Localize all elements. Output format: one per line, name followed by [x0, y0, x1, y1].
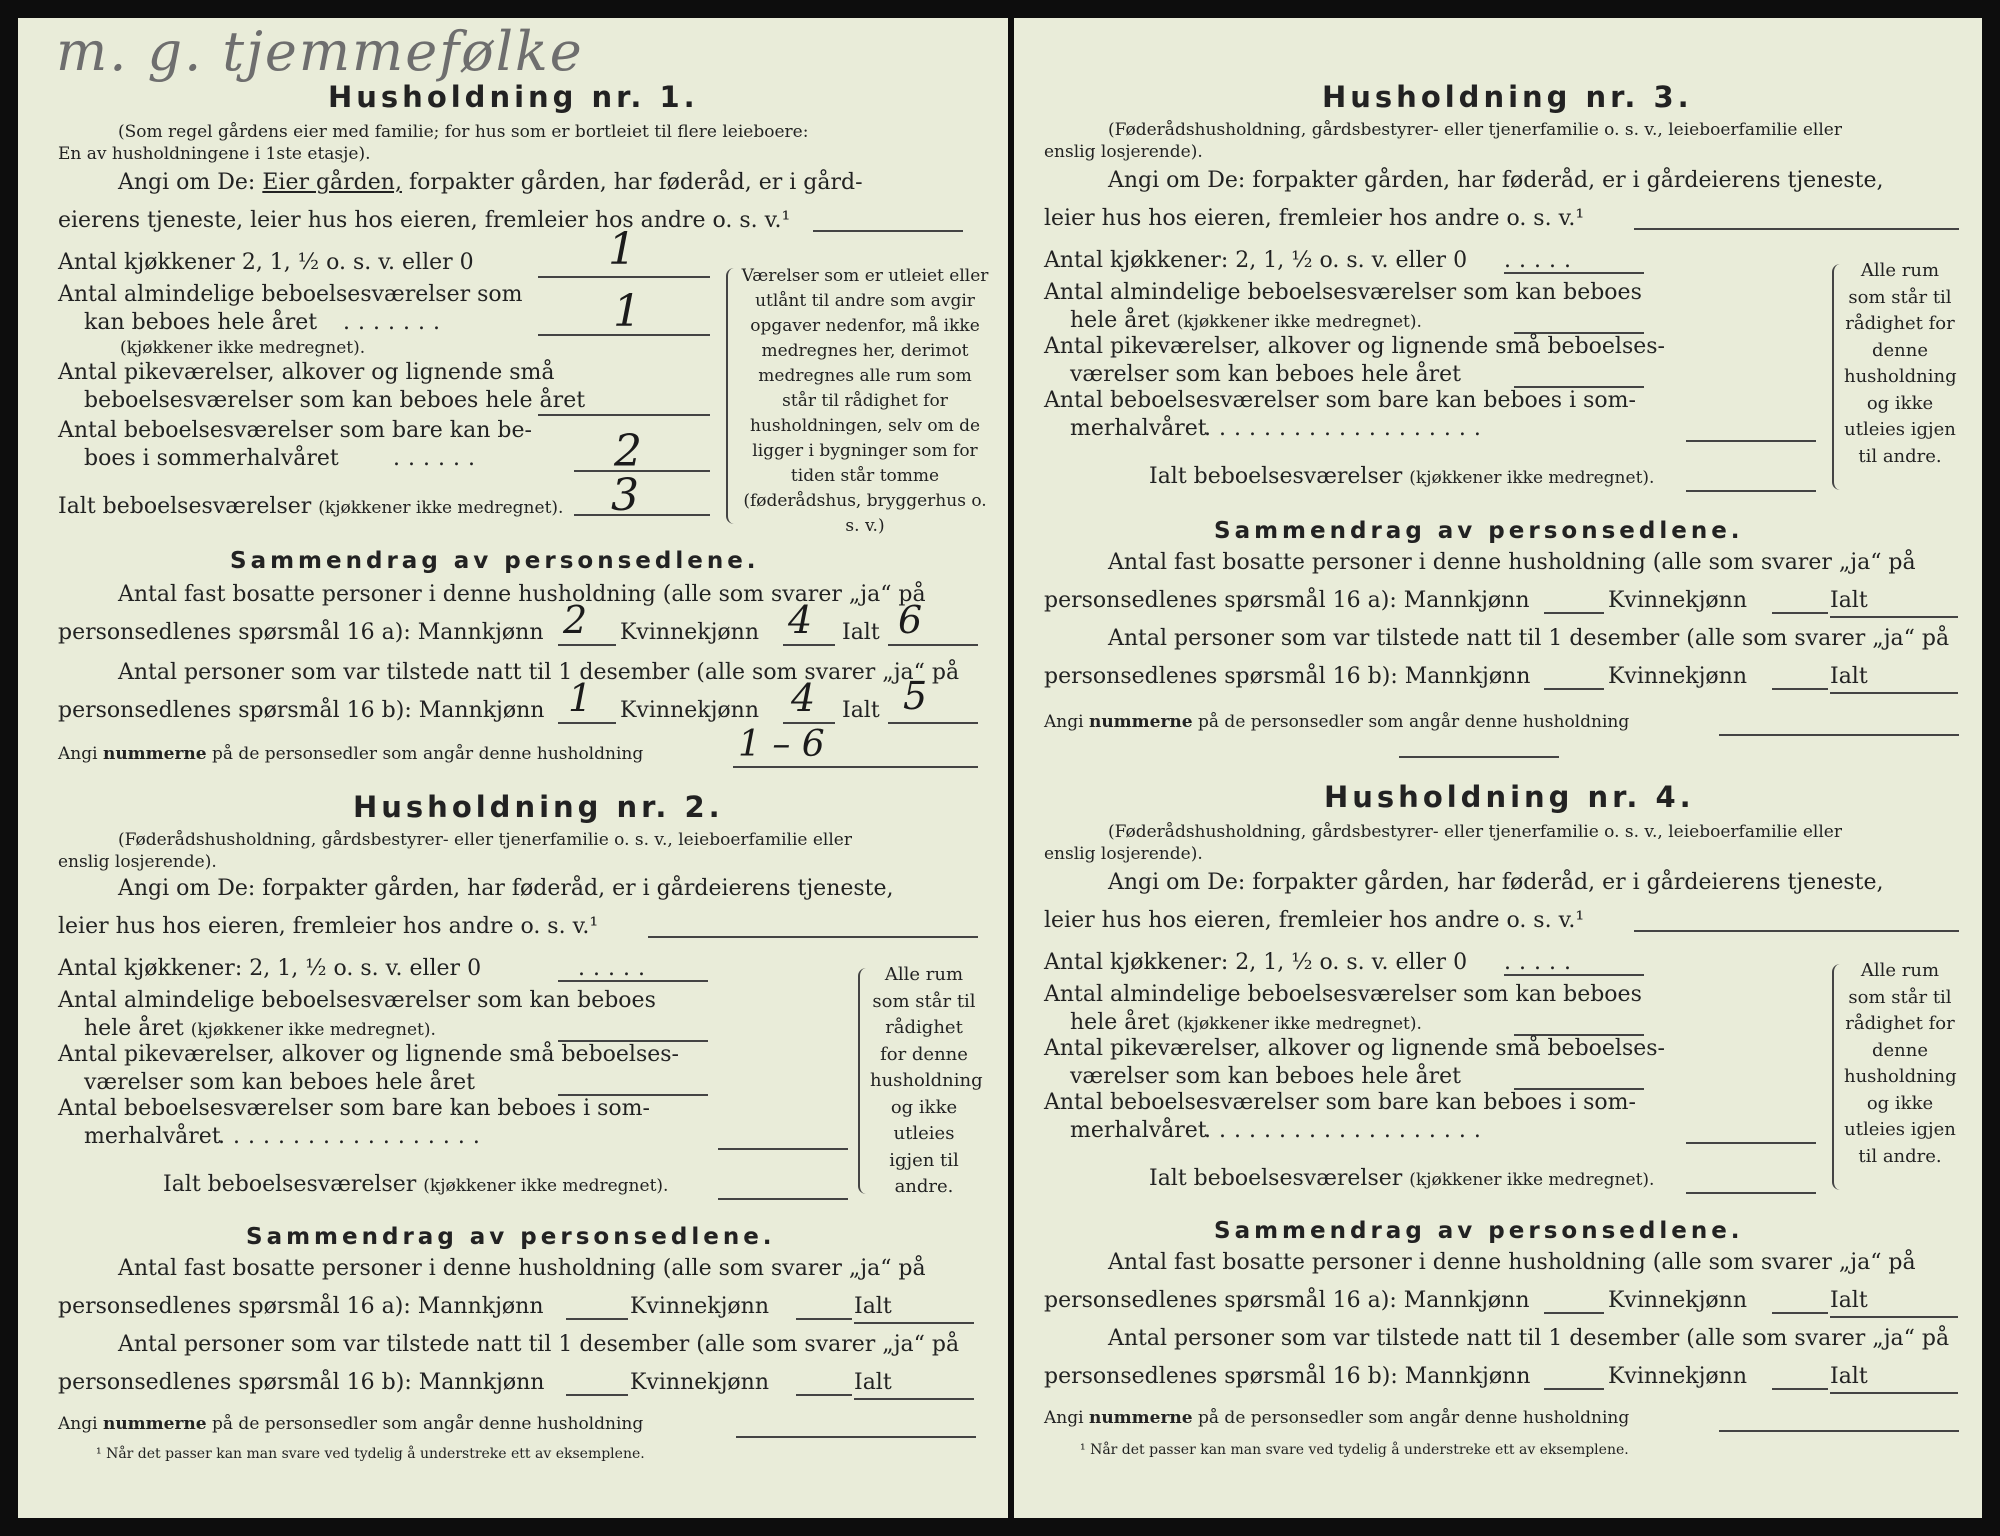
rooms-note: (kjøkkener ikke medregnet).	[1176, 312, 1422, 332]
household-2-kitchens-label: Antal kjøkkener: 2, 1, ½ o. s. v. eller 0	[58, 956, 482, 981]
answer-line	[813, 230, 963, 232]
household-3-small-rooms-label-1: Antal pikeværelser, alkover og lignende små beboelses-	[1044, 334, 1665, 359]
household-1-summer-value: 2	[614, 426, 642, 477]
angi-owner-underlined: Eier gården,	[262, 170, 402, 195]
answer-line	[888, 722, 978, 724]
total-label: Ialt	[842, 698, 880, 723]
household-2-angi-line-2: leier hus hos eieren, fremleier hos andre o. s. v.¹	[58, 914, 599, 939]
household-2-summer-label-1: Antal beboelsesværelser som bare kan beboes i som-	[58, 1096, 650, 1121]
answer-line	[783, 644, 835, 646]
household-4-summary-title: Sammendrag av personsedlene.	[1214, 1218, 1744, 1244]
total-label: Ialt	[1830, 664, 1868, 689]
household-1-numbers-value: 1 – 6	[738, 724, 825, 765]
household-1-total-value: 3	[611, 470, 639, 521]
household-4-summer-label-2: merhalvåret	[1070, 1118, 1207, 1143]
household-1-small-rooms-label-2: beboelsesværelser som kan beboes hele året	[84, 388, 586, 413]
household-3-numbers-label	[1044, 712, 1629, 732]
household-3-kitchens-label: Antal kjøkkener: 2, 1, ½ o. s. v. eller 0	[1044, 248, 1468, 273]
household-3-small-rooms-label-2: værelser som kan beboes hele året	[1070, 362, 1461, 387]
household-1-note-1: (Som regel gårdens eier med familie; for hus som er bortleiet til flere leieboere:	[118, 122, 809, 142]
household-1-summary-title: Sammendrag av personsedlene.	[230, 548, 760, 574]
female-label: Kvinnekjønn	[1608, 664, 1747, 689]
household-1-rooms-value: 1	[613, 286, 641, 337]
numbers-bold: nummerne	[1088, 712, 1193, 732]
answer-line	[718, 1148, 848, 1150]
present-prefix: personsedlenes spørsmål 16 b):	[58, 1370, 412, 1395]
household-2-rooms-label-1: Antal almindelige beboelsesværelser som kan beboes	[58, 988, 656, 1013]
female-label: Kvinnekjønn	[1608, 588, 1747, 613]
answer-line	[1544, 688, 1604, 690]
answer-line	[1772, 612, 1828, 614]
female-label: Kvinnekjønn	[620, 620, 759, 645]
answer-line	[1830, 1392, 1958, 1394]
household-3-angi-line-2: leier hus hos eieren, fremleier hos andre o. s. v.¹	[1044, 206, 1585, 231]
rooms-note: (kjøkkener ikke medregnet).	[190, 1020, 436, 1040]
household-2-small-rooms-label-1: Antal pikeværelser, alkover og lignende små beboelses-	[58, 1042, 679, 1067]
female-label: Kvinnekjønn	[630, 1370, 769, 1395]
household-1-kitchens-label: Antal kjøkkener 2, 1, ½ o. s. v. eller 0	[58, 250, 474, 275]
resident-prefix: personsedlenes spørsmål 16 a):	[58, 1294, 411, 1319]
rooms-note: (kjøkkener ikke medregnet).	[1176, 1014, 1422, 1034]
household-4-numbers-label	[1044, 1408, 1629, 1428]
dot-leader: ..................	[218, 1124, 488, 1149]
household-1-total-label	[58, 494, 563, 519]
dot-leader: .......	[343, 310, 448, 335]
household-4-resident-line-2	[1044, 1288, 1530, 1313]
household-4-note-2: enslig losjerende).	[1044, 844, 1203, 864]
resident-prefix: personsedlenes spørsmål 16 a):	[58, 620, 411, 645]
answer-line	[733, 766, 978, 768]
household-4-summer-label-1: Antal beboelsesværelser som bare kan beboes i som-	[1044, 1090, 1636, 1115]
answer-line	[558, 722, 616, 724]
rooms-label: hele året	[84, 1016, 184, 1041]
resident-prefix: personsedlenes spørsmål 16 a):	[1044, 1288, 1397, 1313]
household-3-angi-line-1: Angi om De: forpakter gården, har føderåd, er i gårdeierens tjeneste,	[1108, 168, 1884, 193]
household-4-total-label	[1149, 1166, 1654, 1191]
present-prefix: personsedlenes spørsmål 16 b):	[1044, 664, 1398, 689]
answer-line	[1634, 228, 1959, 230]
answer-line	[538, 276, 710, 278]
household-1-side-note: Værelser som er utleiet eller utlånt til andre som avgir opgaver nedenfor, må ikke medregnes her, derimot medregnes alle rum som står til rådighet for husholdningen, selv om de ligger i bygninger som for tiden står tomme (føderådshus, bryggerhus o. s. v.)	[741, 266, 989, 536]
numbers-rest: på de personsedler som angår denne husholdning	[1198, 1408, 1630, 1428]
household-4-rooms-label-2	[1070, 1010, 1422, 1035]
total-label: Ialt	[854, 1294, 892, 1319]
household-4-rooms-label-1: Antal almindelige beboelsesværelser som kan beboes	[1044, 982, 1642, 1007]
household-4-kitchens-label: Antal kjøkkener: 2, 1, ½ o. s. v. eller 0	[1044, 950, 1468, 975]
household-2-angi-line-1: Angi om De: forpakter gården, har føderåd, er i gårdeierens tjeneste,	[118, 876, 894, 901]
household-3-present-line-2	[1044, 664, 1530, 689]
household-2-summer-label-2: merhalvåret	[84, 1124, 221, 1149]
total-note: (kjøkkener ikke medregnet).	[1409, 1170, 1655, 1190]
total-note: (kjøkkener ikke medregnet).	[423, 1176, 669, 1196]
total-label: Ialt beboelsesværelser	[58, 494, 312, 519]
answer-line	[1686, 1142, 1816, 1144]
dot-leader: .....	[1504, 248, 1579, 273]
male-label: Mannkjønn	[1404, 664, 1531, 689]
total-note: (kjøkkener ikke medregnet).	[1409, 468, 1655, 488]
answer-line	[1544, 1312, 1604, 1314]
answer-line	[718, 1198, 848, 1200]
household-1-present-line-2	[58, 698, 544, 723]
numbers-bold: nummerne	[102, 1414, 207, 1434]
household-1-present-total-value: 5	[903, 674, 928, 718]
answer-line	[574, 470, 710, 472]
left-page	[18, 18, 1008, 1518]
total-label: Ialt beboelsesværelser	[1149, 464, 1403, 489]
right-page	[1014, 18, 1982, 1518]
dot-leader: ...................	[1204, 1118, 1489, 1143]
dot-leader: ...................	[1204, 416, 1489, 441]
household-3-rooms-label-2	[1070, 308, 1422, 333]
household-4-present-line-2	[1044, 1364, 1530, 1389]
present-prefix: personsedlenes spørsmål 16 b):	[58, 698, 412, 723]
numbers-rest: på de personsedler som angår denne husholdning	[212, 744, 644, 764]
answer-line	[558, 644, 616, 646]
numbers-rest: på de personsedler som angår denne husholdning	[1198, 712, 1630, 732]
household-3-total-label	[1149, 464, 1654, 489]
household-1-rooms-note: (kjøkkener ikke medregnet).	[120, 338, 366, 358]
total-label: Ialt	[842, 620, 880, 645]
brace	[1832, 264, 1844, 490]
household-4-present-line-1: Antal personer som var tilstede natt til 1 desember (alle som svarer „ja“ på	[1108, 1326, 1950, 1351]
household-2-rooms-label-2	[84, 1016, 436, 1041]
household-1-angi-line-1	[118, 170, 863, 195]
household-2-title: Husholdning nr. 2.	[353, 790, 724, 824]
answer-line	[1830, 616, 1958, 618]
rooms-label: hele året	[1070, 308, 1170, 333]
household-1-resident-line-1: Antal fast bosatte personer i denne husholdning (alle som svarer „ja“ på	[118, 582, 926, 607]
household-4-angi-line-1: Angi om De: forpakter gården, har føderåd, er i gårdeierens tjeneste,	[1108, 870, 1884, 895]
answer-line	[574, 514, 710, 516]
household-2-present-line-1: Antal personer som var tilstede natt til 1 desember (alle som svarer „ja“ på	[118, 1332, 960, 1357]
total-note: (kjøkkener ikke medregnet).	[318, 498, 564, 518]
male-label: Mannkjønn	[1404, 1364, 1531, 1389]
dot-leader: .....	[1504, 950, 1579, 975]
numbers-prefix: Angi	[58, 1414, 98, 1434]
household-1-present-female-value: 4	[791, 676, 816, 720]
answer-line	[1544, 612, 1604, 614]
answer-line	[1686, 440, 1816, 442]
male-label: Mannkjønn	[418, 1370, 545, 1395]
household-1-resident-line-2	[58, 620, 544, 645]
answer-line	[648, 936, 978, 938]
answer-line	[1504, 272, 1644, 274]
household-1-title: Husholdning nr. 1.	[328, 80, 699, 114]
answer-line	[1772, 1312, 1828, 1314]
household-3-summer-label-2: merhalvåret	[1070, 416, 1207, 441]
household-3-resident-line-2	[1044, 588, 1530, 613]
household-2-numbers-label	[58, 1414, 643, 1434]
total-label: Ialt	[1830, 1364, 1868, 1389]
household-1-rooms-label-2: kan beboes hele året	[84, 310, 318, 335]
household-3-resident-line-1: Antal fast bosatte personer i denne husholdning (alle som svarer „ja“ på	[1108, 550, 1916, 575]
answer-line	[736, 1436, 976, 1438]
household-2-summary-title: Sammendrag av personsedlene.	[246, 1224, 776, 1250]
household-4-small-rooms-label-2: værelser som kan beboes hele året	[1070, 1064, 1461, 1089]
answer-line	[1830, 692, 1958, 694]
numbers-prefix: Angi	[58, 744, 98, 764]
dot-leader: .....	[578, 956, 653, 981]
answer-line	[1830, 1316, 1958, 1318]
household-2-note-1: (Føderådshusholdning, gårdsbestyrer- eller tjenerfamilie o. s. v., leieboerfamilie eller	[118, 830, 852, 850]
household-4-title: Husholdning nr. 4.	[1324, 780, 1695, 814]
household-3-side-note: Alle rum som står til rådighet for denne husholdning og ikke utleies igjen til andre.	[1844, 260, 1957, 467]
household-1-kitchens-value: 1	[608, 224, 636, 275]
household-4-resident-line-1: Antal fast bosatte personer i denne husholdning (alle som svarer „ja“ på	[1108, 1250, 1916, 1275]
female-label: Kvinnekjønn	[630, 1294, 769, 1319]
household-1-resident-male-value: 2	[563, 598, 588, 642]
header-handwritten-note: m. g. tjemmefølke	[56, 20, 584, 83]
household-4-side-note: Alle rum som står til rådighet for denne husholdning og ikke utleies igjen til andre.	[1844, 960, 1957, 1167]
female-label: Kvinnekjønn	[1608, 1288, 1747, 1313]
male-label: Mannkjønn	[418, 698, 545, 723]
present-prefix: personsedlenes spørsmål 16 b):	[1044, 1364, 1398, 1389]
household-4-angi-line-2: leier hus hos eieren, fremleier hos andre o. s. v.¹	[1044, 908, 1585, 933]
household-2-side-note: Alle rum som står til rådighet for denne husholdning og ikke utleies igjen til andre.	[870, 964, 983, 1197]
household-2-small-rooms-label-2: værelser som kan beboes hele året	[84, 1070, 475, 1095]
household-2-resident-line-2	[58, 1294, 544, 1319]
answer-line	[566, 1318, 628, 1320]
household-3-summer-label-1: Antal beboelsesværelser som bare kan beboes i som-	[1044, 388, 1636, 413]
household-1-note-2: En av husholdningene i 1ste etasje).	[58, 144, 371, 164]
male-label: Mannkjønn	[417, 620, 544, 645]
male-label: Mannkjønn	[1403, 588, 1530, 613]
household-2-total-label	[163, 1172, 668, 1197]
brace	[726, 268, 738, 524]
total-label: Ialt	[854, 1370, 892, 1395]
male-label: Mannkjønn	[417, 1294, 544, 1319]
answer-line	[566, 1394, 628, 1396]
rooms-label: hele året	[1070, 1010, 1170, 1035]
angi-rest: forpakter gården, har føderåd, er i gård-	[408, 170, 863, 195]
answer-line	[1634, 930, 1959, 932]
household-1-rooms-label-1: Antal almindelige beboelsesværelser som	[58, 282, 523, 307]
answer-line	[1719, 1430, 1959, 1432]
household-1-resident-female-value: 4	[788, 598, 813, 642]
answer-line	[1686, 1192, 1816, 1194]
female-label: Kvinnekjønn	[620, 698, 759, 723]
numbers-prefix: Angi	[1044, 1408, 1084, 1428]
answer-line	[538, 414, 710, 416]
numbers-rest: på de personsedler som angår denne husholdning	[212, 1414, 644, 1434]
household-3-note-2: enslig losjerende).	[1044, 142, 1203, 162]
total-label: Ialt beboelsesværelser	[163, 1172, 417, 1197]
section-divider	[1399, 756, 1559, 758]
total-label: Ialt	[1830, 588, 1868, 613]
numbers-bold: nummerne	[1088, 1408, 1193, 1428]
footnote: ¹ Når det passer kan man svare ved tydelig å understreke ett av eksemplene.	[1080, 1442, 1629, 1458]
household-1-present-line-1: Antal personer som var tilstede natt til 1 desember (alle som svarer „ja“ på	[118, 660, 960, 685]
household-4-small-rooms-label-1: Antal pikeværelser, alkover og lignende små beboelses-	[1044, 1036, 1665, 1061]
answer-line	[1686, 490, 1816, 492]
dot-leader: ......	[393, 446, 483, 471]
answer-line	[854, 1322, 974, 1324]
household-2-resident-line-1: Antal fast bosatte personer i denne husholdning (alle som svarer „ja“ på	[118, 1256, 926, 1281]
answer-line	[1772, 688, 1828, 690]
angi-prefix: Angi om De:	[118, 170, 256, 195]
household-1-angi-line-2: eierens tjeneste, leier hus hos eieren, fremleier hos andre o. s. v.¹	[58, 208, 791, 233]
total-label: Ialt beboelsesværelser	[1149, 1166, 1403, 1191]
household-1-small-rooms-label-1: Antal pikeværelser, alkover og lignende små	[58, 360, 555, 385]
answer-line	[854, 1398, 974, 1400]
male-label: Mannkjønn	[1403, 1288, 1530, 1313]
numbers-bold: nummerne	[102, 744, 207, 764]
answer-line	[796, 1318, 852, 1320]
brace	[1832, 964, 1844, 1190]
household-2-present-line-2	[58, 1370, 544, 1395]
answer-line	[558, 980, 708, 982]
brace	[858, 968, 870, 1194]
household-1-present-male-value: 1	[568, 676, 593, 720]
household-1-resident-total-value: 6	[898, 598, 923, 642]
household-1-numbers-label	[58, 744, 643, 764]
answer-line	[1544, 1388, 1604, 1390]
total-label: Ialt	[1830, 1288, 1868, 1313]
household-4-note-1: (Føderådshusholdning, gårdsbestyrer- eller tjenerfamilie o. s. v., leieboerfamilie eller	[1108, 822, 1842, 842]
female-label: Kvinnekjønn	[1608, 1364, 1747, 1389]
footnote: ¹ Når det passer kan man svare ved tydelig å understreke ett av eksemplene.	[96, 1446, 645, 1462]
household-3-note-1: (Føderådshusholdning, gårdsbestyrer- eller tjenerfamilie o. s. v., leieboerfamilie eller	[1108, 120, 1842, 140]
household-2-note-2: enslig losjerende).	[58, 852, 217, 872]
answer-line	[796, 1394, 852, 1396]
answer-line	[1504, 974, 1644, 976]
household-3-title: Husholdning nr. 3.	[1322, 80, 1693, 114]
answer-line	[1719, 734, 1959, 736]
household-3-present-line-1: Antal personer som var tilstede natt til 1 desember (alle som svarer „ja“ på	[1108, 626, 1950, 651]
answer-line	[1772, 1388, 1828, 1390]
household-1-summer-label-2: boes i sommerhalvåret	[84, 446, 339, 471]
numbers-prefix: Angi	[1044, 712, 1084, 732]
household-3-rooms-label-1: Antal almindelige beboelsesværelser som kan beboes	[1044, 280, 1642, 305]
household-3-summary-title: Sammendrag av personsedlene.	[1214, 518, 1744, 544]
household-1-summer-label-1: Antal beboelsesværelser som bare kan be-	[58, 418, 532, 443]
answer-line	[888, 644, 978, 646]
resident-prefix: personsedlenes spørsmål 16 a):	[1044, 588, 1397, 613]
